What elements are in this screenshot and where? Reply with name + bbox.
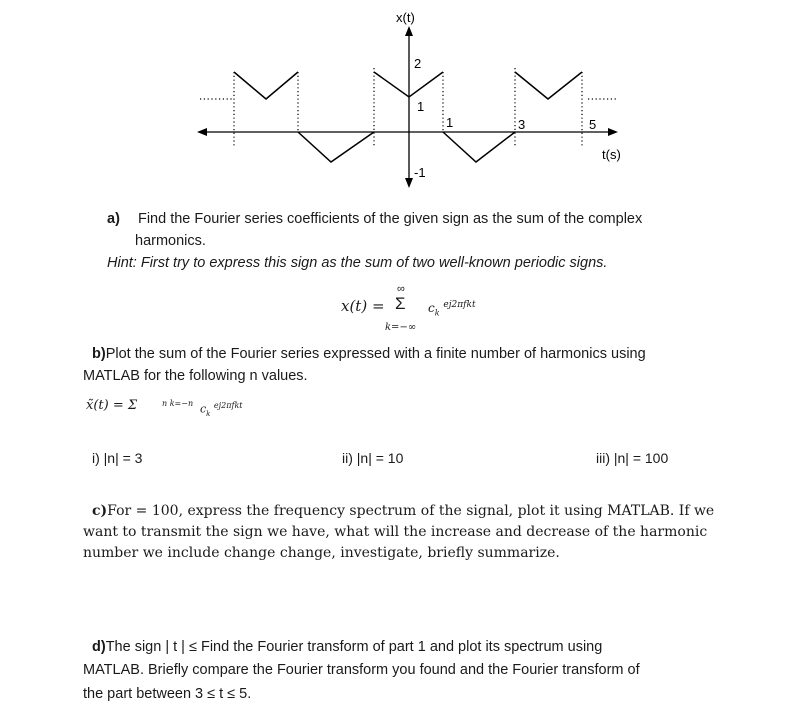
part-c-text-1: For = 100, express the frequency spectrum of the signal, plot it using MATLAB. If we — [107, 503, 715, 519]
part-b-text-2: MATLAB for the following n values. — [83, 368, 308, 384]
part-c-text-2: want to transmit the sign we have, what will the increase and decrease of the harmonic — [83, 524, 708, 540]
time-axis-arrow-left — [197, 128, 207, 136]
formula-c: c — [428, 301, 435, 315]
option-n3: i) |n| = 3 — [92, 450, 143, 466]
waveform-upper-3 — [515, 72, 582, 99]
formula-sum-bottom: k=−∞ — [385, 322, 417, 333]
y-axis-label: x(t) — [396, 10, 415, 25]
tick-label-x3: 3 — [518, 117, 526, 132]
signal-plot — [0, 0, 806, 200]
tick-label-y1: 1 — [417, 99, 425, 114]
part-a-label: a) — [107, 211, 120, 227]
part-b-formula-limits: n k=−n — [162, 399, 194, 408]
part-b-line1 — [92, 346, 646, 362]
part-c-line1 — [92, 503, 714, 519]
part-d-text-2: MATLAB. Briefly compare the Fourier transform you found and the Fourier transform of — [83, 662, 640, 678]
waveform-lower-2 — [443, 132, 515, 162]
part-a-hint: Hint: First try to express this sign as the sum of two well-known periodic signs. — [107, 255, 608, 271]
part-b-text-1: Plot the sum of the Fourier series expressed with a finite number of harmonics using — [105, 346, 646, 362]
part-b-formula-c: c — [200, 402, 207, 416]
part-a-text-2: harmonics. — [135, 233, 206, 249]
time-axis-arrow-right — [608, 128, 618, 136]
waveform-upper-1 — [234, 72, 298, 99]
part-a-line1 — [107, 211, 642, 227]
tick-label-x5: 5 — [589, 117, 597, 132]
part-d-text-3: the part between 3 ≤ t ≤ 5. — [83, 686, 252, 702]
part-b-label: b) — [92, 346, 106, 362]
formula-sub: k — [434, 308, 440, 318]
part-d-text-1: The sign | t | ≤ Find the Fourier transform of part 1 and plot its spectrum using — [105, 639, 603, 655]
dotted-guides — [200, 68, 616, 146]
formula-sigma: Σ — [395, 294, 406, 313]
tick-label-x1: 1 — [446, 115, 454, 130]
part-b-formula-sub: k — [206, 409, 211, 418]
formula-exp: ej2πfkt — [443, 300, 476, 310]
x-axis-label: t(s) — [602, 147, 621, 162]
waveform — [234, 72, 582, 162]
part-b-formula-main: x̃(t) = Σ — [86, 398, 138, 413]
part-d-label: d) — [92, 639, 106, 655]
formula-sum-top: ∞ — [397, 283, 405, 295]
waveform-lower-1 — [298, 132, 374, 162]
tick-label-y2: 2 — [414, 56, 422, 71]
tick-label-yneg1: -1 — [414, 165, 426, 180]
option-n10: ii) |n| = 10 — [342, 450, 404, 466]
part-b-formula-exp: ej2πfkt — [213, 401, 243, 410]
formula-term — [428, 300, 476, 317]
part-c-text-3: number we include change change, investigate, briefly summarize. — [83, 545, 560, 561]
formula-lhs: x(t) = — [341, 297, 385, 315]
part-c-label: c) — [92, 503, 108, 519]
part-d-line1 — [92, 639, 602, 655]
value-axis-arrow-down — [405, 178, 413, 188]
option-n100: iii) |n| = 100 — [596, 450, 669, 466]
part-b-formula-term — [200, 401, 243, 418]
value-axis-arrow-up — [405, 26, 413, 36]
part-a-text-1: Find the Fourier series coefficients of the given sign as the sum of the complex — [137, 211, 643, 227]
